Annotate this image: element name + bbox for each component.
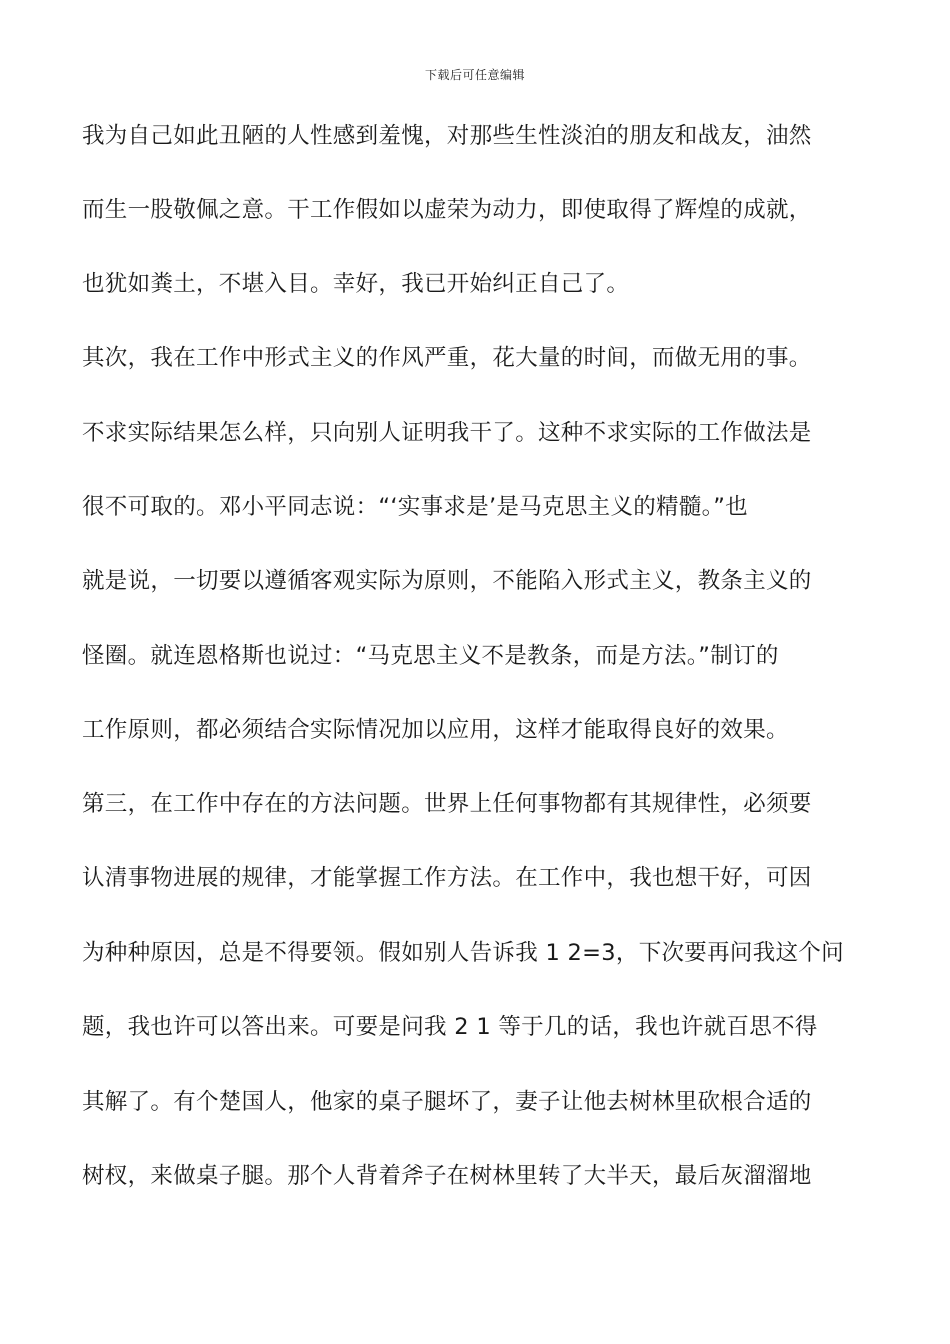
text-line: 题，我也许可以答出来。可要是问我 2 1 等于几的话，我也许就百思不得 bbox=[82, 1014, 818, 1040]
text-line: 而生一股敬佩之意。干工作假如以虚荣为动力，即使取得了辉煌的成就， bbox=[82, 197, 812, 223]
text-line: 不求实际结果怎么样，只向别人证明我干了。这种不求实际的工作做法是 bbox=[82, 420, 812, 446]
text-line: 为种种原因，总是不得要领。假如别人告诉我 1 2=3，下次要再问我这个问 bbox=[82, 940, 844, 966]
text-line: 就是说，一切要以遵循客观实际为原则，不能陷入形式主义，教条主义的 bbox=[82, 568, 812, 594]
text-line: 很不可取的。邓小平同志说：“‘实事求是’是马克思主义的精髓。”也 bbox=[82, 494, 748, 520]
text-line: 工作原则，都必须结合实际情况加以应用，这样才能取得良好的效果。 bbox=[82, 717, 789, 743]
header-note: 下载后可任意编辑 bbox=[424, 68, 525, 82]
text-line: 也犹如粪土，不堪入目。幸好，我已开始纠正自己了。 bbox=[82, 271, 630, 297]
text-line: 认清事物进展的规律，才能掌握工作方法。在工作中，我也想干好，可因 bbox=[82, 865, 812, 891]
text-line: 其解了。有个楚国人，他家的桌子腿坏了，妻子让他去树林里砍根合适的 bbox=[82, 1089, 812, 1115]
text-line: 我为自己如此丑陋的人性感到羞愧，对那些生性淡泊的朋友和战友，油然 bbox=[82, 123, 812, 149]
text-line: 其次，我在工作中形式主义的作风严重，花大量的时间，而做无用的事。 bbox=[82, 345, 812, 371]
text-line: 怪圈。就连恩格斯也说过：“马克思主义不是教条，而是方法。”制订的 bbox=[82, 643, 779, 669]
text-line: 树杈，来做桌子腿。那个人背着斧子在树林里转了大半天，最后灰溜溜地 bbox=[82, 1163, 812, 1189]
text-line: 第三，在工作中存在的方法问题。世界上任何事物都有其规律性，必须要 bbox=[82, 791, 812, 817]
